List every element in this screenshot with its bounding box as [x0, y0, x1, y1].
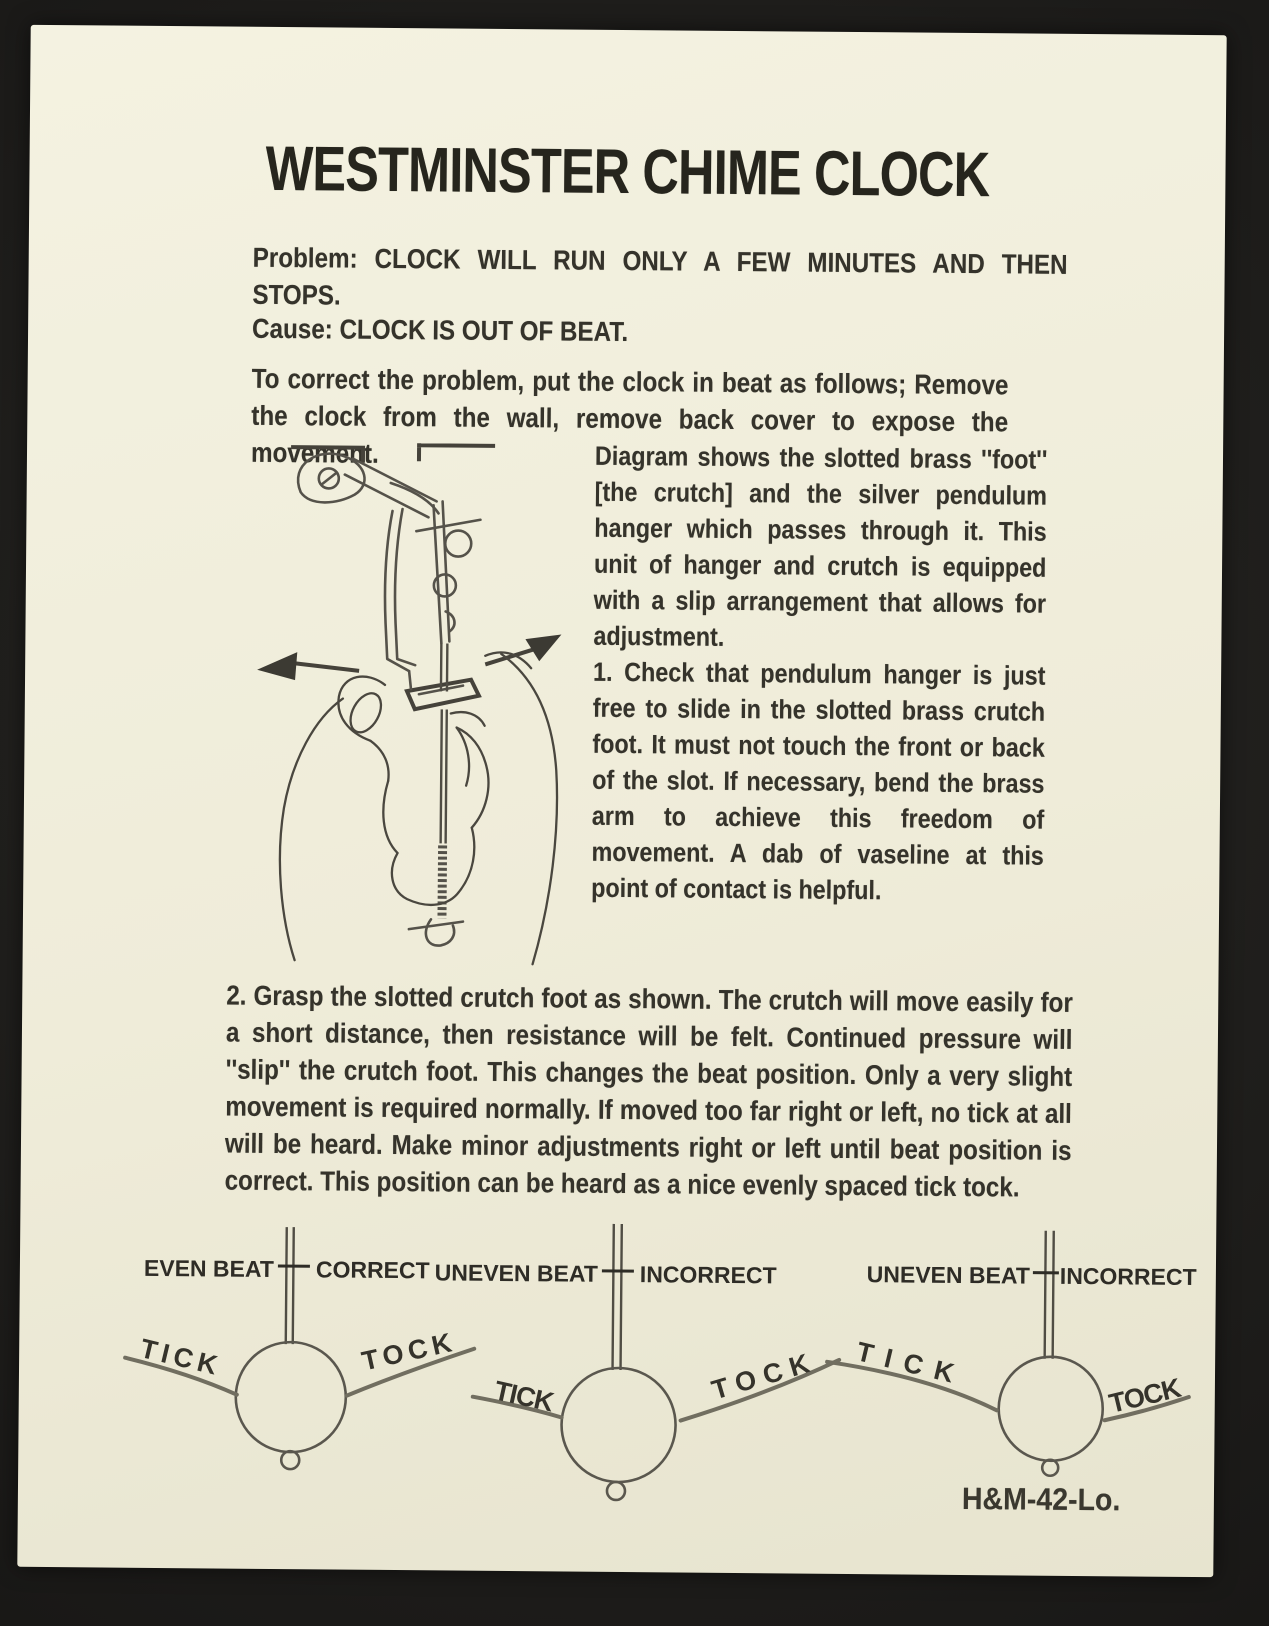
beat-diagram-uneven-incorrect-2: [826, 1229, 1197, 1477]
beat-diagram-even-correct: [124, 1226, 475, 1471]
threaded-rod-section: [442, 845, 443, 918]
beat-diagrams-illustration: [24, 1197, 1217, 1517]
tock-label: TOCK: [359, 1326, 460, 1377]
intro-paragraph: To correct the problem, put the clock in beat as follows; Remove the clock from the wall, remove back cover to expose the movement.: [250, 362, 1009, 469]
right-column: [591, 438, 1047, 910]
bob-ring: [1042, 1460, 1058, 1476]
crutch-arm: [343, 459, 437, 672]
suspension-spring: [297, 453, 481, 643]
beat-label-left: UNEVEN BEAT: [434, 1259, 598, 1287]
tick-label: TICK: [137, 1333, 226, 1382]
tock-label: TOCK: [708, 1345, 821, 1406]
beat-diagram-uneven-incorrect-1: [433, 1222, 841, 1502]
pendulum-bob: [235, 1342, 346, 1453]
bob-ring: [281, 1451, 299, 1469]
step-1: 1. Check that pendulum hanger is just free to slide in the slotted brass crutch foot. It must not touch the front or back of the slot. If necessary, bend the brass arm to achieve this freedom of movement. A dab of vaseline at this point of contact is helpful.: [591, 656, 1046, 906]
pendulum-bob: [561, 1367, 676, 1482]
page-title: WESTMINSTER CHIME CLOCK: [265, 133, 990, 211]
crutch-foot: [407, 671, 479, 710]
part-number: H&M-42-Lo.: [961, 1480, 1121, 1518]
beat-label-left: EVEN BEAT: [143, 1254, 275, 1282]
beat-label-right: INCORRECT: [639, 1261, 777, 1289]
problem-statement: Problem: CLOCK WILL RUN ONLY A FEW MINUTES AND THEN STOPS.: [252, 241, 1068, 311]
tock-label: TOCK: [1106, 1372, 1184, 1419]
cause-statement: Cause: CLOCK IS OUT OF BEAT.: [251, 312, 629, 347]
step-2: 2. Grasp the slotted crutch foot as shown. The crutch will move easily for a short distance, then resistance will be felt. Continued pressure will ''slip'' the crutch foot. This changes the beat position. Only a very slight movement is required normally. If moved too far right or left, no tick at all will be heard. Make minor adjustments right or left until beat position is correct. This position can be heard as a nice evenly spaced tick tock.: [224, 979, 1073, 1202]
right-arrow-icon: [525, 634, 561, 661]
tick-label: TICK: [853, 1336, 969, 1392]
bob-ring: [607, 1482, 625, 1500]
left-arrow-icon: [257, 652, 297, 680]
diagram-caption: Diagram shows the slotted brass ''foot'' [the crutch] and the silver pendulum hanger which passes through it. This unit of hanger and crutch is equipped with a slip arrangement that allows for adjustment.: [593, 440, 1048, 652]
left-arrow-shaft: [293, 663, 357, 671]
pendulum-bob: [998, 1356, 1103, 1461]
crutch-hand-figure-illustration: [236, 412, 581, 975]
beat-label-left: UNEVEN BEAT: [866, 1261, 1030, 1289]
beat-label-right: INCORRECT: [1059, 1262, 1197, 1291]
tick-label: TICK: [491, 1375, 556, 1418]
beat-label-right: CORRECT: [315, 1256, 430, 1284]
instruction-sheet: [17, 25, 1226, 1577]
hand-outline: [279, 650, 558, 964]
